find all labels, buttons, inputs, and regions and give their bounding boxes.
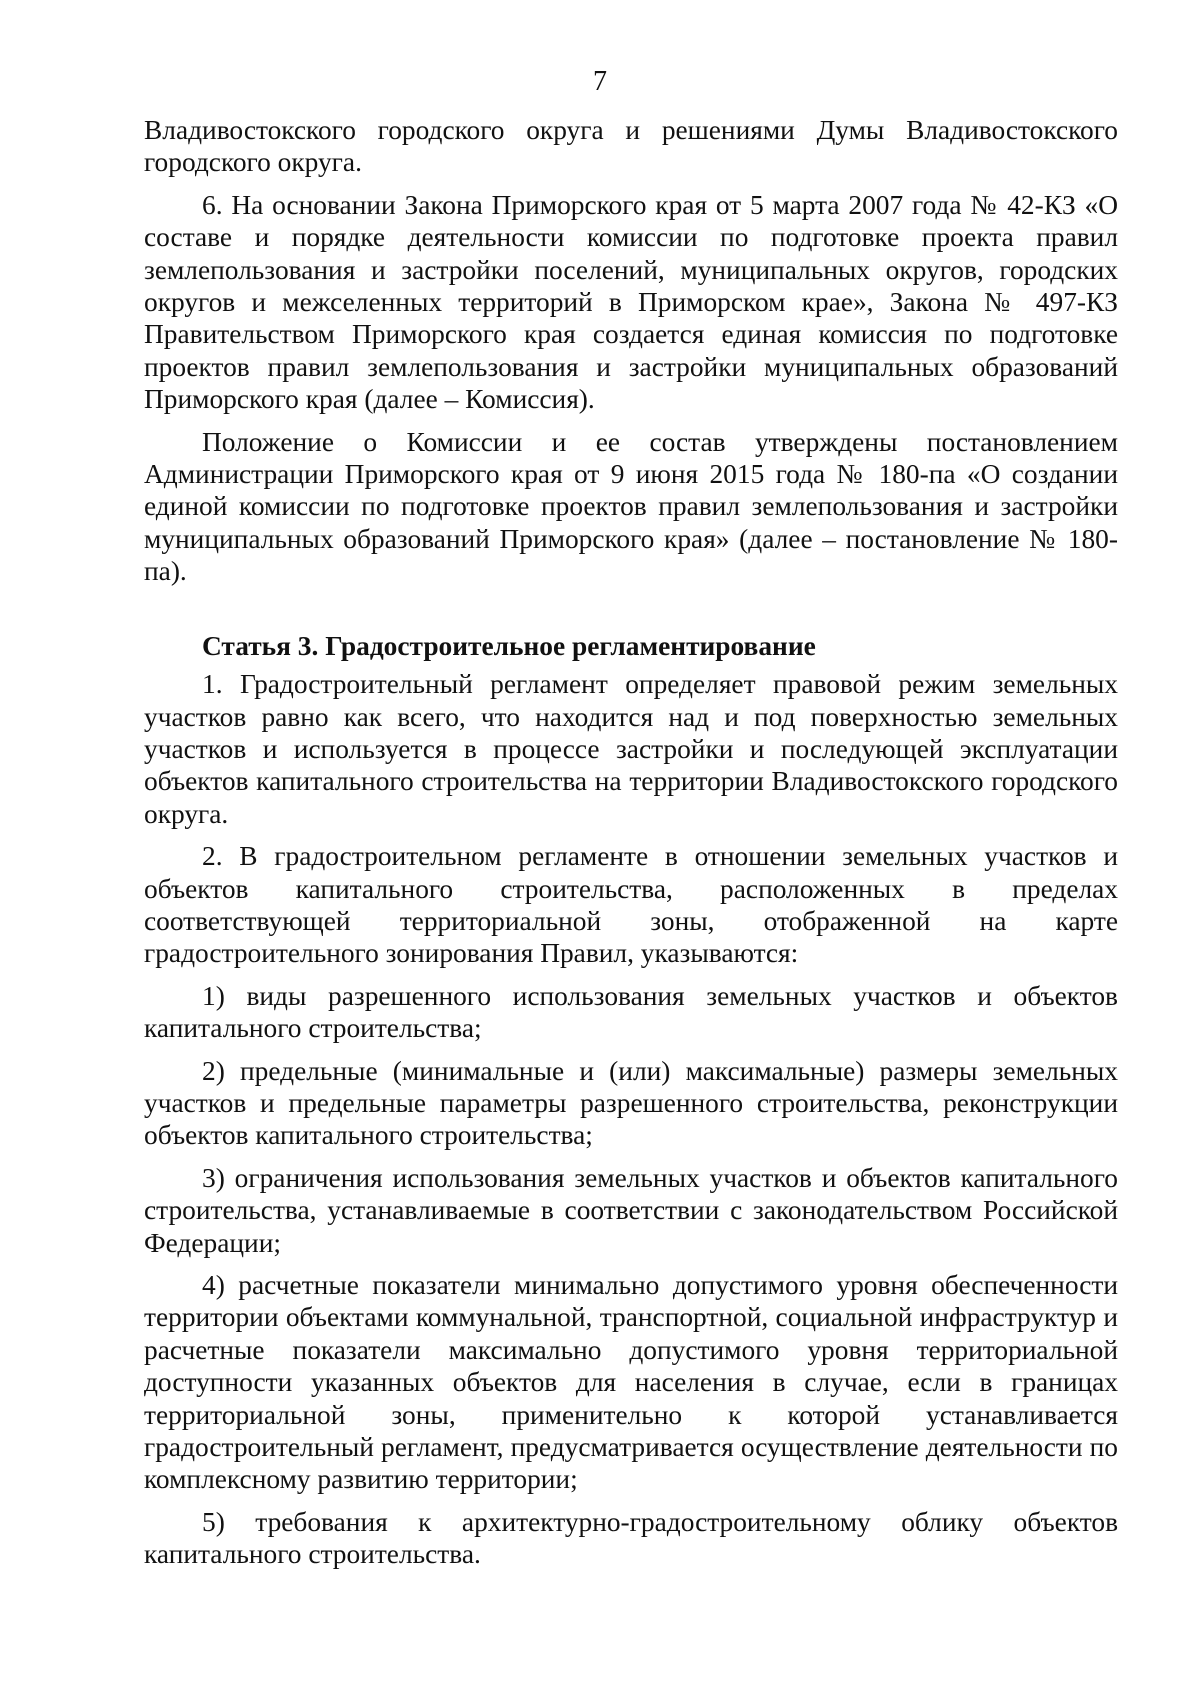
article-list-item-2: 2) предельные (минимальные и (или) максимальные) размеры земельных участков и предельные параметры разрешенного строительства, реконструкции объектов капитального строительства; — [144, 1055, 1118, 1151]
paragraph-continued: Владивостокского городского округа и решениями Думы Владивостокского городского округа. — [144, 115, 1118, 178]
article-list-item-3: 3) ограничения использования земельных участков и объектов капитального строительства, устанавливаемые в соответствии с законодательством Российской Федерации; — [144, 1162, 1118, 1258]
article-paragraph-2: 2. В градостроительном регламенте в отношении земельных участков и объектов капитального строительства, расположенных в пределах соответствующей территориальной зоны, отображенной на карте градостроительного зонирования Правил, указываются: — [144, 841, 1118, 969]
article-list-item-5: 5) требования к архитектурно-градостроительному облику объектов капитального строительства. — [144, 1506, 1118, 1570]
article-list-item-4: 4) расчетные показатели минимально допустимого уровня обеспеченности территории объектами коммунальной, транспортной, социальной инфраструктур и расчетные показатели максимально допустимого уровня территориальной доступности указанных объектов для населения в случае, если в границах территориальной зоны, применительно к которой устанавливается градостроительный регламент, предусматривается осуществление деятельности по комплексному развитию территории; — [144, 1270, 1118, 1495]
paragraph-item-6: 6. На основании Закона Приморского края от 5 марта 2007 года № 42-КЗ «О составе и порядке деятельности комиссии по подготовке проекта правил землепользования и застройки поселений, муниципальных округов, городских округов и межселенных территорий в Приморском крае», Закона № 497-КЗ Правительством Приморского края создается единая комиссия по подготовке проектов правил землепользования и застройки муниципальных образований Приморского края (далее – Комиссия). — [144, 189, 1118, 415]
document-body — [144, 114, 1118, 1581]
page-number: 7 — [593, 66, 607, 97]
article-heading: Статья 3. Градостроительное регламентирование — [202, 630, 816, 661]
article-paragraph-1: 1. Градостроительный регламент определяет правовой режим земельных участков равно как всего, что находится над и под поверхностью земельных участков и используется в процессе застройки и последующей эксплуатации объектов капитального строительства на территории Владивостокского городского округа. — [144, 669, 1118, 829]
article-list-item-1: 1) виды разрешенного использования земельных участков и объектов капитального строительства; — [144, 980, 1118, 1044]
paragraph-commission-regulation: Положение о Комиссии и ее состав утверждены постановлением Администрации Приморского края от 9 июня 2015 года № 180-па «О создании единой комиссии по подготовке проектов правил землепользования и застройки муниципальных образований Приморского края» (далее – постановление № 180-па). — [144, 426, 1118, 587]
